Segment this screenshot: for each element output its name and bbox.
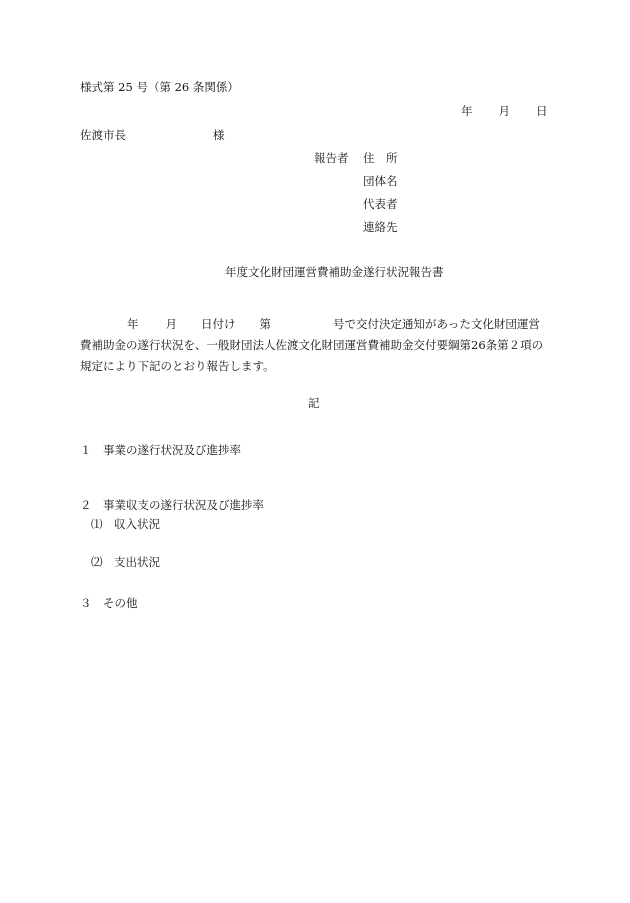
reporter-rep-label: 代表者	[363, 197, 398, 211]
date-month-label: 月	[498, 104, 510, 118]
body-year-label: 年	[127, 317, 139, 331]
body-no-prefix: 第	[259, 317, 271, 331]
section-1: １ 事業の遂行状況及び進捗率	[80, 443, 241, 457]
date-year-label: 年	[461, 104, 473, 118]
date-line	[461, 106, 548, 118]
body-date-suffix: 日付け	[201, 317, 236, 331]
section-2: ２ 事業収支の遂行状況及び進捗率	[80, 498, 264, 512]
date-day-label: 日	[536, 104, 548, 118]
document-title: 年度文化財団運営費補助金遂行状況報告書	[225, 265, 444, 279]
section-2-1: ⑴ 収入状況	[91, 517, 160, 531]
reporter-title: 報告者	[314, 151, 349, 165]
body-text: 号で交付決定通知があった文化財団運営費補助金の遂行状況を、一般財団法人佐渡文化財団運営費補助金交付要綱第26条第２項の規定により下記のとおり報告します。	[80, 317, 544, 373]
ki-heading: 記	[308, 396, 320, 410]
reporter-org-label: 団体名	[363, 174, 398, 188]
body-paragraph	[80, 314, 550, 377]
addressee-honorific: 様	[213, 128, 225, 142]
reporter-contact-label: 連絡先	[363, 220, 398, 234]
form-number: 様式第 25 号（第 26 条関係）	[80, 80, 239, 94]
section-3: ３ その他	[80, 596, 138, 610]
body-month-label: 月	[165, 317, 177, 331]
section-2-2: ⑵ 支出状況	[91, 555, 160, 569]
reporter-address-label: 住 所	[363, 151, 398, 165]
addressee-name: 佐渡市長	[80, 128, 126, 142]
